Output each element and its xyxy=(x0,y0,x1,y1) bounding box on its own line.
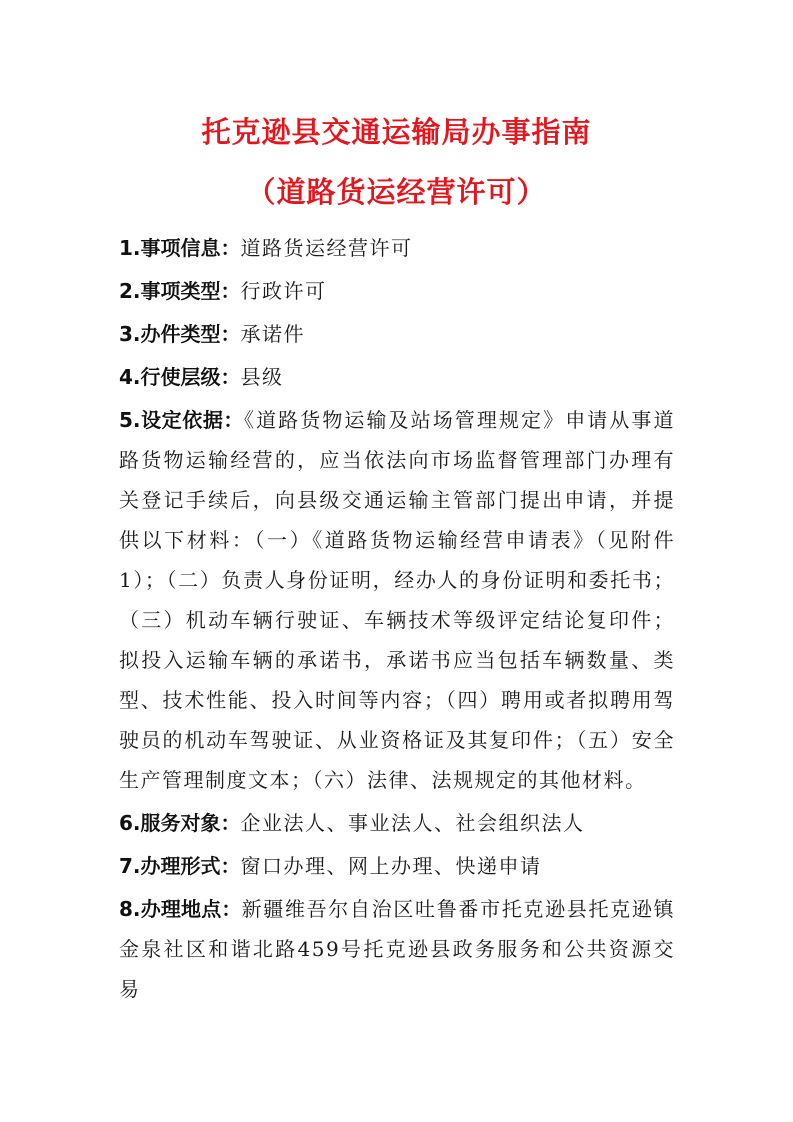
document-subtitle: （道路货运经营许可） xyxy=(246,175,547,209)
item-value: 新疆维吾尔自治区吐鲁番市托克逊县托克逊镇金泉社区和谐北路459号托克逊县政务服务和公共资源交易 xyxy=(119,897,676,1001)
item-case-type xyxy=(119,314,675,354)
item-handling-form xyxy=(119,846,675,886)
item-label: 8.办理地点： xyxy=(119,897,242,921)
item-value: 窗口办理、网上办理、快递申请 xyxy=(240,854,542,878)
item-matter-info xyxy=(119,228,675,268)
item-label: 4.行使层级： xyxy=(119,365,241,389)
item-value: 行政许可 xyxy=(240,279,327,303)
item-value: 企业法人、事业法人、社会组织法人 xyxy=(240,811,585,835)
item-label: 3.办件类型： xyxy=(119,322,241,346)
item-value: 县级 xyxy=(240,365,284,389)
item-legal-basis xyxy=(119,400,675,800)
document-title: 托克逊县交通运输局办事指南 xyxy=(201,115,592,149)
item-matter-type xyxy=(119,271,675,311)
item-label: 1.事项信息： xyxy=(119,236,241,260)
item-label: 7.办理形式： xyxy=(119,854,241,878)
item-label: 2.事项类型： xyxy=(119,279,241,303)
item-exercise-level xyxy=(119,357,675,397)
item-service-target xyxy=(119,803,675,843)
item-handling-location xyxy=(119,889,675,1009)
item-label: 5.设定依据： xyxy=(119,408,244,432)
item-label: 6.服务对象： xyxy=(119,811,241,835)
item-value: 承诺件 xyxy=(240,322,306,346)
item-value: 《道路货物运输及站场管理规定》申请从事道路货物运输经营的，应当依法向市场监督管理部门办理有关登记手续后，向县级交通运输主管部门提出申请，并提供以下材料：（一）《道路货物运输经营申请表》（见附件1）；（二）负责人身份证明，经办人的身份证明和委托书；（三）机动车辆行驶证、车辆技术等级评定结论复印件；拟投入运输车辆的承诺书，承诺书应当包括车辆数量、类型、技术性能、投入时间等内容；（四）聘用或者拟聘用驾驶员的机动车驾驶证、从业资格证及其复印件；（五）安全生产管理制度文本；（六）法律、法规规定的其他材料。 xyxy=(119,408,676,792)
guide-content xyxy=(119,228,675,1012)
item-value: 道路货运经营许可 xyxy=(240,236,413,260)
